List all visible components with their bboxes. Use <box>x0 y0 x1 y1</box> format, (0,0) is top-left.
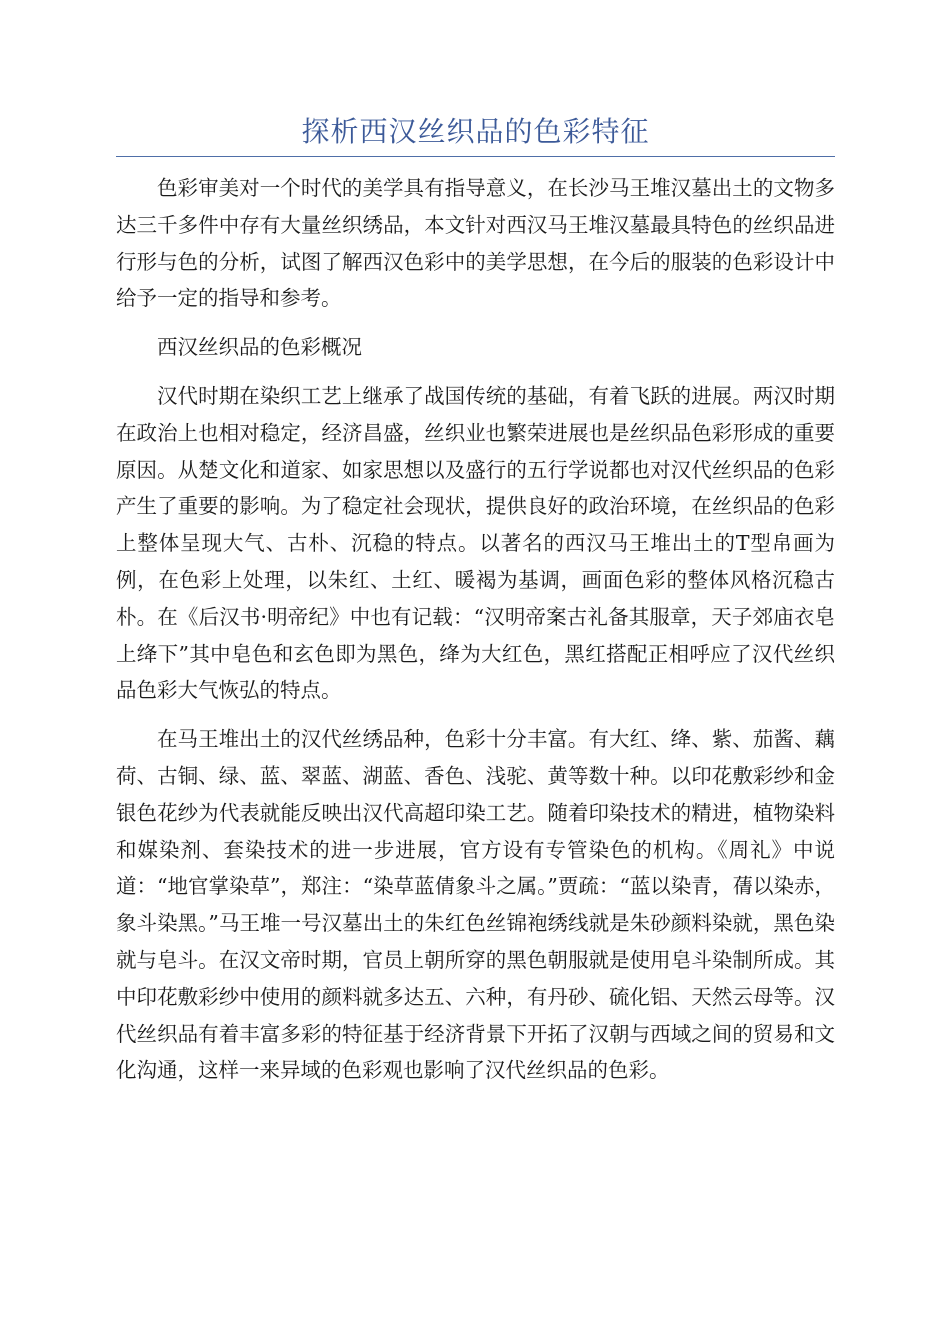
section-heading: 西汉丝织品的色彩概况 <box>157 335 362 360</box>
body-paragraph-colors: 在马王堆出土的汉代丝绣品种，色彩十分丰富。有大红、绛、紫、茄酱、藕荷、古铜、绿、蓝、翠蓝、湖蓝、香色、浅驼、黄等数十种。以印花敷彩纱和金银色花纱为代表就能反映出汉代高超印染工艺。随着印染技术的精进，植物染料和媒染剂、套染技术的进一步进展，官方设有专管染色的机构。《周礼》中说道：“地官掌染草”，郑注：“染草蓝倩象斗之属。”贾疏：“蓝以染青，蒨以染赤，象斗染黑。”马王堆一号汉墓出土的朱红色丝锦袍绣线就是朱砂颜料染就，黑色染就与皂斗。在汉文帝时期，官员上朝所穿的黑色朝服就是使用皂斗染制所成。其中印花敷彩纱中使用的颜料就多达五、六种，有丹砂、硫化铝、天然云母等。汉代丝织品有着丰富多彩的特征基于经济背景下开拓了汉朝与西域之间的贸易和文化沟通，这样一来异域的色彩观也影响了汉代丝织品的色彩。 <box>116 727 835 1083</box>
intro-paragraph: 色彩审美对一个时代的美学具有指导意义，在长沙马王堆汉墓出土的文物多达三千多件中存有大量丝织绣品，本文针对西汉马王堆汉墓最具特色的丝织品进行形与色的分析，试图了解西汉色彩中的美学思想，在今后的服装的色彩设计中给予一定的指导和参考。 <box>116 176 835 311</box>
document-title: 探析西汉丝织品的色彩特征 <box>301 115 650 148</box>
document-body <box>116 170 835 1089</box>
title-block <box>116 112 835 157</box>
body-paragraph-history: 汉代时期在染织工艺上继承了战国传统的基础，有着飞跃的进展。两汉时期在政治上也相对稳定，经济昌盛，丝织业也繁荣进展也是丝织品色彩形成的重要原因。从楚文化和道家、如家思想以及盛行的五行学说都也对汉代丝织品的色彩产生了重要的影响。为了稳定社会现状，提供良好的政治环境，在丝织品的色彩上整体呈现大气、古朴、沉稳的特点。以著名的西汉马王堆出土的T型帛画为例，在色彩上处理，以朱红、土红、暖褐为基调，画面色彩的整体风格沉稳古朴。在《后汉书·明帝纪》中也有记载：“汉明帝案古礼备其服章，天子郊庙衣皂上绛下”其中皂色和玄色即为黑色，绛为大红色，黑红搭配正相呼应了汉代丝织品色彩大气恢弘的特点。 <box>116 383 835 703</box>
